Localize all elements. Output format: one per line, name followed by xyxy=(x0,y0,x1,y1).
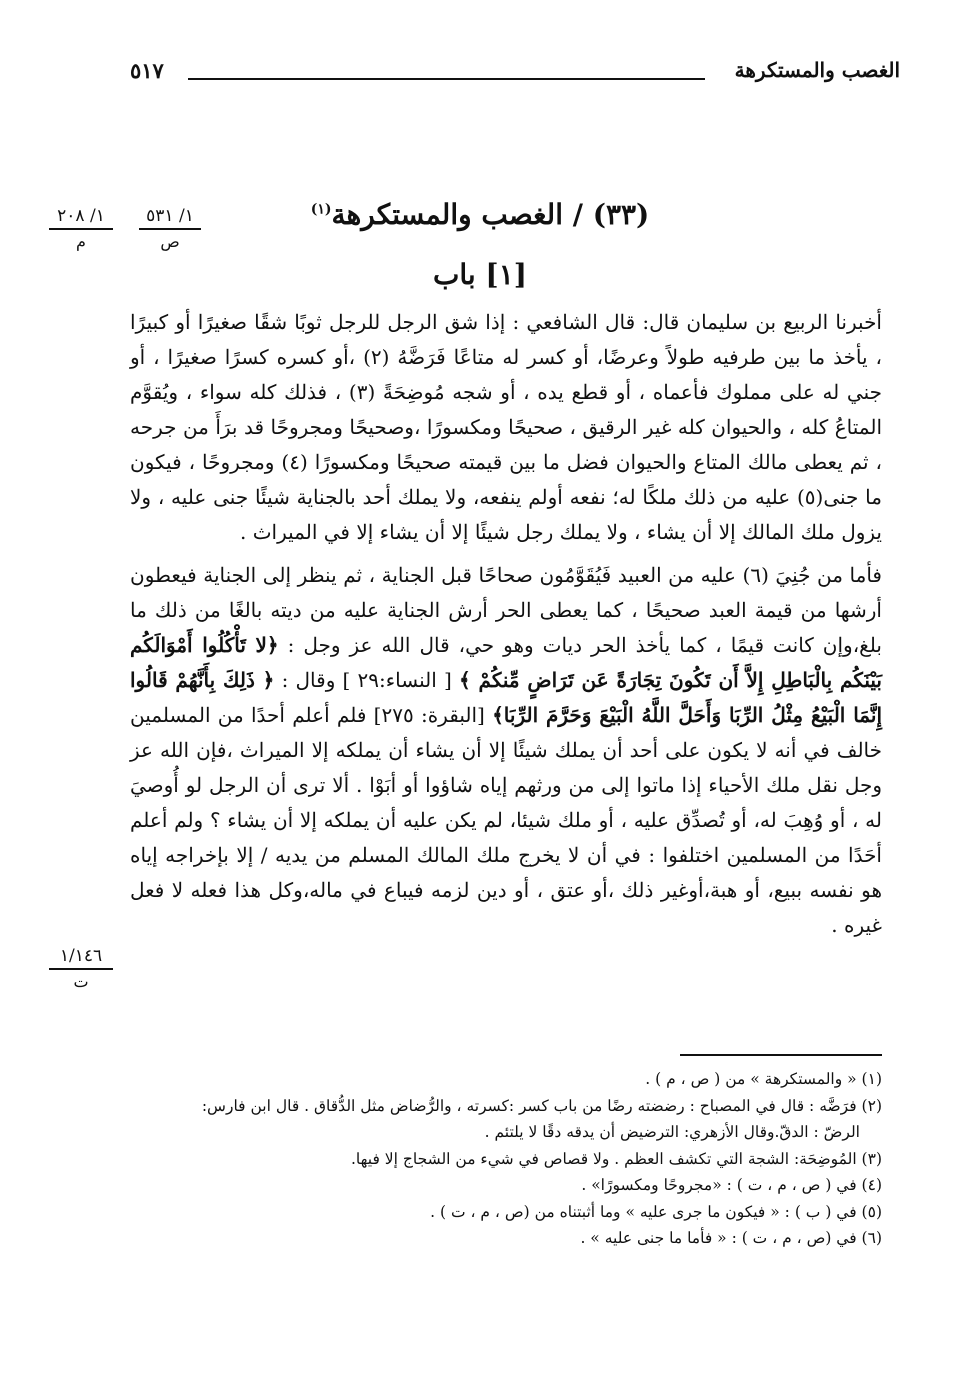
running-header-title: الغصب والمستكرهة xyxy=(734,58,900,82)
margin-ref-t xyxy=(40,946,122,991)
quran-verse-nisa: ﴿لا تَأْكُلُوا أَمْوَالَكُم بَيْنَكُم بِالْبَاطِلِ إِلاَّ أَن تَكُونَ تِجَارَةً عَن تَرَاضٍ مِّنكُمْ ﴾ xyxy=(130,633,882,692)
footnote-5: (٥) في ( ب ) : « فيكون ما جرى عليه » وما أثبتناه من (ص ، م ، ت ) . xyxy=(430,1202,882,1221)
chapter-title xyxy=(200,198,760,231)
section-title: [١] باب xyxy=(433,258,527,291)
footnote-1: (١) « والمستكرهة » من ( ص ، م ) . xyxy=(645,1070,882,1088)
footnote-rule xyxy=(680,1054,882,1056)
paragraph-1 xyxy=(130,305,882,550)
margin-ref-m-source: م xyxy=(76,232,86,251)
paragraph-1-text: أخبرنا الربيع بن سليمان قال: قال الشافعي : إذا شق الرجل للرجل ثوبًا شقًا صغيرًا أو كبيرًا ، يأخذ ما بين طرفيه طولاً وعرضًا، أو كسر له متاعًا فَرَضَّهُ (٢) ،أو كسره كسرًا صغيرًا ، أو جني له على مملوك فأعماه ، أو قطع يده ، أو شجه مُوضِحَةً (٣) ، فذلك كله سواء ، ويُقوَّم المتاعُ كله ، والحيوان كله غير الرقيق ، صحيحًا ومكسورًا ،وصحيحًا ومجروحًا قد برَأَ من جرحه ، ثم يعطى مالك المتاع والحيوان فضل ما بين قيمته صحيحًا ومكسورًا (٤) ومجروحًا ، فيكون ما جنى(٥) عليه من ذلك ملكًا له؛ نفعه أولم ينفعه، ولا يملك أحد بالجناية شيئًا جنى عليه ، ولا يزول ملك المالك إلا أن يشاء ، ولا يملك رجل شيئًا إلا أن يشاء إلا في الميراث . xyxy=(130,310,883,544)
quran-verse-baqara: ﴿ ذَلِكَ بِأَنَّهُمْ قَالُوا إِنَّمَا الْبَيْعُ مِثْلُ الرِّبَا وَأَحَلَّ اللَّهُ الْبَيْعَ وَحَرَّمَ الرِّبَا﴾ xyxy=(130,668,882,727)
margin-ref-m-line xyxy=(49,228,113,230)
margin-ref-t-number: ١/١٤٦ xyxy=(59,946,103,966)
running-header xyxy=(130,58,900,94)
margin-ref-s-source: ص xyxy=(160,232,180,251)
margin-ref-m xyxy=(40,206,122,251)
paragraph-2-text-mid: [ النساء:٢٩ ] وقال : xyxy=(281,668,452,692)
chapter-footnote-ref: (١) xyxy=(310,201,332,218)
footnote-2: (٢) فرَضَّه : قال في المصباح : رضضته رضًا من باب كسر :كسرته ، والرُّضاض مثل الدُّقاق . قال ابن فارس: xyxy=(201,1096,882,1115)
body-text xyxy=(130,305,882,951)
footnote-4: (٤) في ( ص ، م ، ت ) : «مجروحًا ومكسورًا» . xyxy=(581,1176,882,1194)
margin-ref-s xyxy=(130,206,210,251)
margin-ref-s-number: ١/ ٥٣١ xyxy=(146,206,194,226)
footnotes xyxy=(130,1066,882,1252)
margin-ref-t-line xyxy=(49,968,113,970)
footnote-2-continuation: الرضّ : الدقّ.وقال الأزهري: الترضيض أن يدقه دقًا لا يلتئم . xyxy=(484,1123,860,1141)
page-number: ٥١٧ xyxy=(130,58,164,83)
header-rule xyxy=(188,78,705,80)
paragraph-2 xyxy=(130,558,882,943)
footnote-3: (٣) المُوضِحَة: الشجة التي تكشف العظم . ولا قصاص في شيء من الشجاج إلا فيها. xyxy=(351,1149,882,1168)
paragraph-2-text-before: فأما من جُنِيَ (٦) عليه من العبيد فَيُقَوَّمُون صحاحًا قبل الجناية ، ثم ينظر إلى الجناية فيعطون أرشها من قيمة العبد صحيحًا ، كما يعطى الحر أرش الجناية عليه من ديته بالغًا من ذلك ما بلغ،وإن كانت قيمًا ، كما يأخذ الحر ديات وهو حي، قال الله عز وجل : xyxy=(130,563,882,657)
chapter-title-text: (٣٣) / الغصب والمستكرهة xyxy=(331,198,650,231)
paragraph-2-text-after: [البقرة: ٢٧٥] فلم أعلم أحدًا من المسلمين خالف في أنه لا يكون على أحد أن يملك شيئًا إلا أن يشاء أن يملكه إلا الميراث ،فإن الله عز وجل نقل ملك الأحياء إذا ماتوا إلى من ورثهم إياه شاؤوا أو أبَوْا . ألا ترى أن الرجل لو أُوصيَ له ، أو وُهِبَ له، أو تُصدِّق عليه ، أو ملك شيئا، لم يكن عليه أن يملكه إلا أن يشاء ؟ ولم أعلم أحَدًا من المسلمين اختلفوا : في أن لا يخرج ملك المالك المسلم من يديه / إلا بإخراجه إياه هو نفسه ببيع، أو هبة،أوغير ذلك ،أو عتق ، أو دين لزمه فيباع في ماله،وكل هذا فعله لا فعل غيره . xyxy=(130,703,882,937)
margin-ref-m-number: ١/ ٢٠٨ xyxy=(57,206,105,226)
footnote-6: (٦) في (ص ، م ، ت ) : « فأما ما جنى عليه » . xyxy=(580,1229,882,1247)
margin-ref-s-line xyxy=(139,228,201,230)
margin-ref-t-source: ت xyxy=(73,972,89,991)
